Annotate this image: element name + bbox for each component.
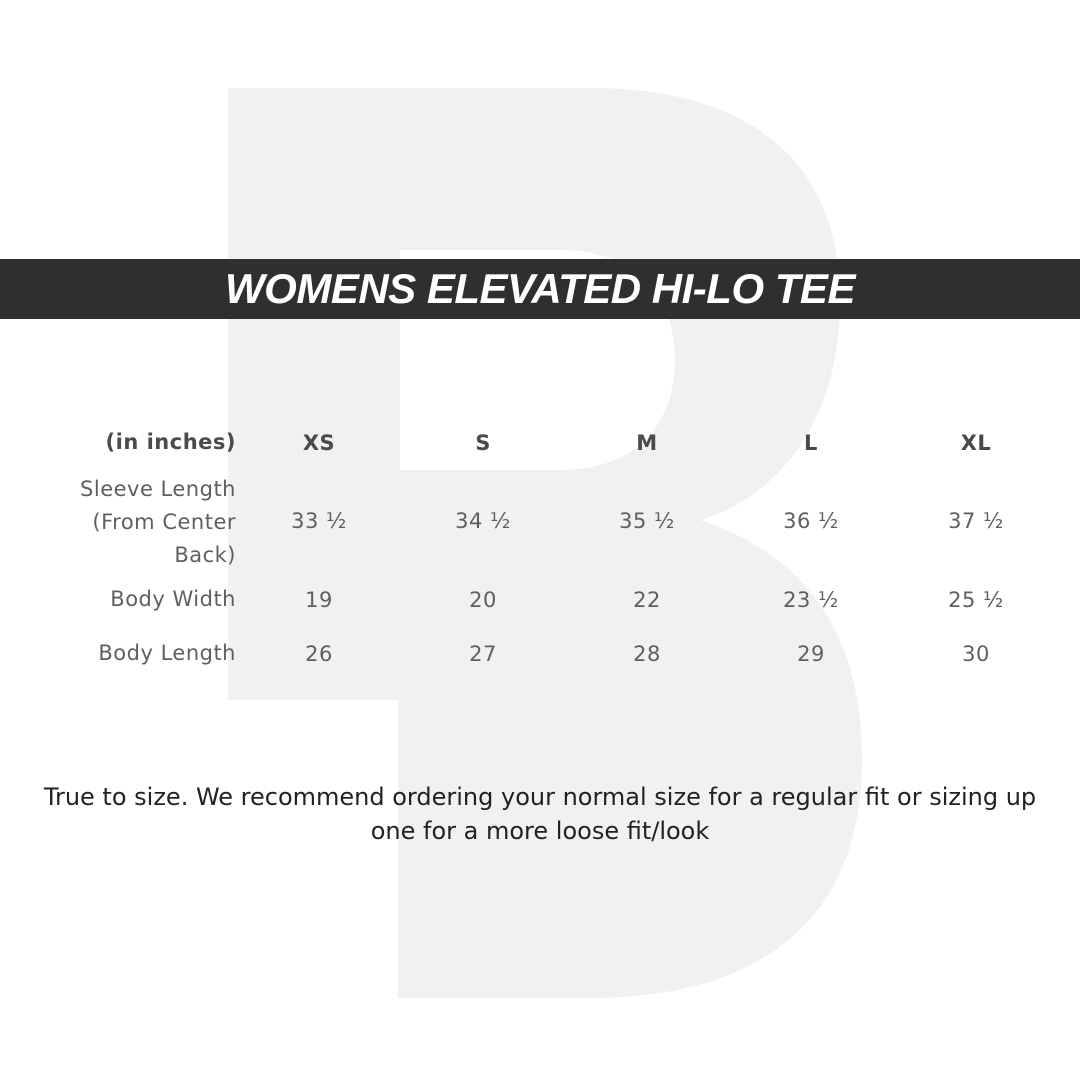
unit-label: (in inches) (105, 430, 236, 454)
body-length-xl: 30 (962, 642, 990, 666)
sleeve-length-l: 36 ½ (783, 509, 839, 533)
body-length-m: 28 (633, 642, 661, 666)
size-header-xl: XL (960, 431, 992, 455)
body-length-s: 27 (469, 642, 497, 666)
sleeve-length-m: 35 ½ (619, 509, 675, 533)
size-header-l: L (804, 431, 818, 455)
body-width-m: 22 (633, 588, 661, 612)
body-width-s: 20 (469, 588, 497, 612)
sleeve-length-s: 34 ½ (455, 509, 511, 533)
size-header-xs: XS (302, 431, 336, 455)
size-header-m: M (636, 431, 658, 455)
fit-note: True to size. We recommend ordering your normal size for a regular fit or sizing up one for a more loose fit/look (43, 783, 1037, 845)
body-length-l: 29 (797, 642, 825, 666)
body-width-xl: 25 ½ (948, 588, 1004, 612)
body-length-xs: 26 (305, 642, 333, 666)
page-title: WOMENS ELEVATED HI-LO TEE (225, 265, 855, 312)
row-label-sleeve-length: Sleeve Length (From Center Back) (80, 477, 236, 567)
sleeve-length-xs: 33 ½ (291, 509, 347, 533)
size-header-s: S (475, 431, 491, 455)
sleeve-length-xl: 37 ½ (948, 509, 1004, 533)
body-width-l: 23 ½ (783, 588, 839, 612)
body-width-xs: 19 (305, 588, 333, 612)
row-label-body-width: Body Width (110, 587, 236, 611)
row-label-body-length: Body Length (98, 641, 236, 665)
